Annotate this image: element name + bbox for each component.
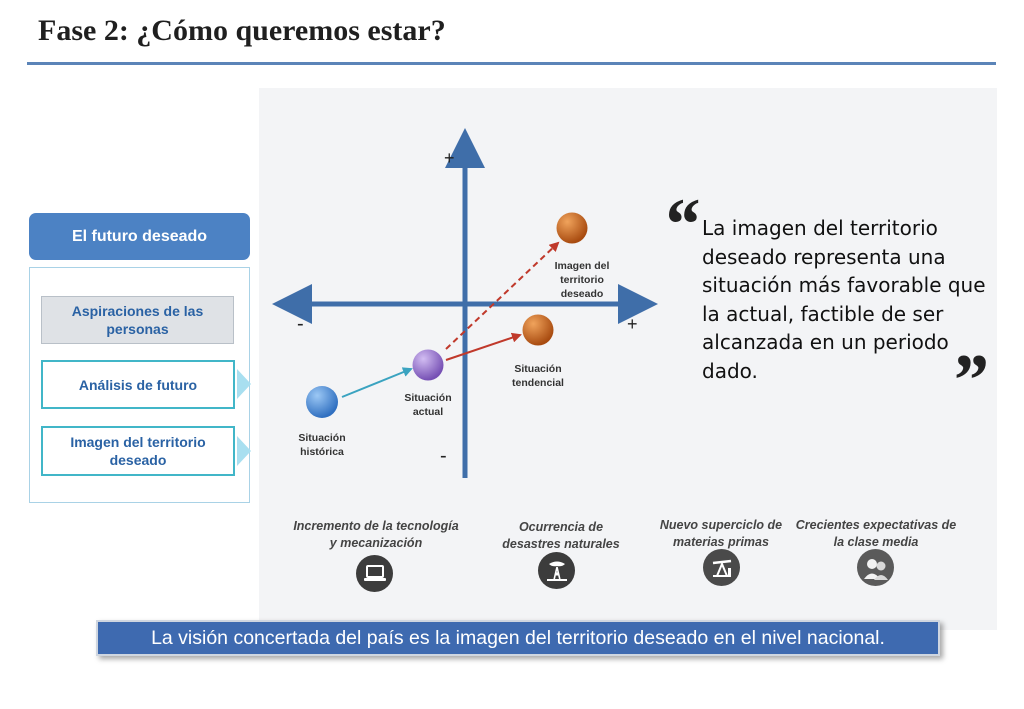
sidebar-item-label: Aspiraciones de las personas xyxy=(71,303,204,337)
summary-banner-text: La visión concertada del país es la imagen del territorio deseado en el nivel nacional. xyxy=(151,626,885,649)
disaster-icon xyxy=(538,552,575,589)
node-tendencial xyxy=(523,315,554,346)
label-tendencial-2: tendencial xyxy=(512,377,564,389)
y-axis-minus: - xyxy=(440,445,447,467)
oil-pump-icon xyxy=(703,549,740,586)
x-axis-plus: + xyxy=(627,314,638,334)
label-actual-2: actual xyxy=(412,406,444,418)
sidebar-heading-label: El futuro deseado xyxy=(71,227,208,245)
quote-text: La imagen del territorio deseado representa una situación más favorable que la actual, factible de ser alcanzada en un periodo dado. xyxy=(702,216,986,383)
label-tendencial-1: Situación xyxy=(514,363,562,375)
label-actual-1: Situación xyxy=(404,392,452,404)
driver-clase-media: Crecientes expectativas de la clase media xyxy=(795,518,957,549)
label-historica-1: Situación xyxy=(298,432,346,444)
summary-banner xyxy=(96,620,940,656)
node-deseado xyxy=(557,213,588,244)
close-quote-mark: ” xyxy=(950,340,987,422)
driver-tecnologia: Incremento de la tecnología y mecanización xyxy=(293,519,459,550)
driver-desastres: Ocurrencia de desastres naturales xyxy=(502,520,620,551)
laptop-icon xyxy=(356,555,393,592)
label-deseado-1: Imagen del xyxy=(554,260,610,272)
label-deseado-2: territorio xyxy=(560,274,604,286)
sidebar-item-label: Análisis de futuro xyxy=(78,376,198,393)
node-actual xyxy=(413,350,444,381)
label-historica-2: histórica xyxy=(300,446,344,458)
node-historica xyxy=(306,386,338,418)
label-deseado-3: deseado xyxy=(560,288,604,300)
y-axis-plus: + xyxy=(444,148,455,168)
page-title: Fase 2: ¿Cómo queremos estar? xyxy=(38,14,446,47)
x-axis-minus: - xyxy=(297,313,304,335)
open-quote-mark: “ xyxy=(662,184,699,266)
people-icon xyxy=(857,549,894,586)
sidebar-item-label: Imagen del territorio deseado xyxy=(70,434,206,468)
arrow-historica-actual xyxy=(342,369,411,397)
driver-materias: Nuevo superciclo de materias primas xyxy=(659,518,783,549)
